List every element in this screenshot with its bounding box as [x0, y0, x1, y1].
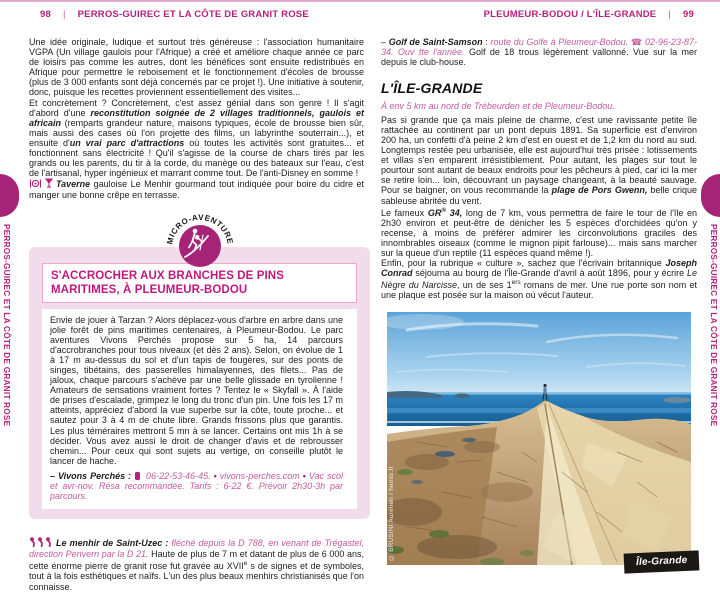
- restaurant-icon: [29, 179, 42, 190]
- left-running-title: PERROS-GUIREC ET LA CÔTE DE GRANIT ROSE: [77, 9, 309, 20]
- header-divider: |: [668, 9, 672, 20]
- taverne-text: Taverne gauloise Le Menhir gourmand tout indiquée pour boire du cidre et manger une bonne crêpe en terrasse.: [29, 179, 364, 201]
- menhir-text: Le menhir de Saint-Uzec : fléché depuis la D 788, en venant de Trégastel, direction Penvern par la D 21. Haute de plus de 7 m et datant de plus de 6 000 ans, cette énorme pierre de granit rose fut gravée au XVIIe s de signes et de symboles, tout à la fois esthétiques et naïfs. L'un des plus beaux menhirs christianisés que l'on connaisse.: [29, 538, 364, 592]
- header-divider: |: [62, 9, 66, 20]
- bar-glass-icon: [45, 178, 53, 190]
- chapter-spine-title-right: PERROS-GUIREC ET LA CÔTE DE GRANIT ROSE: [709, 224, 718, 427]
- right-page-column: [381, 37, 698, 569]
- ile-grande-paragraph-2: Le fameux GR® 34, long de 7 km, vous permettra de faire le tour de l'île en 2h30 environ et peut-être de dénicher les 5 espèces d'orchidées qu'on y recense, à moins de préférer admirer les circonvolutions graciles des innombrables oiseaux (comme le mignon pipit farlouse)... mais sans marcher sur la queue d'un reptile (11 espèces quand même !).: [381, 206, 697, 258]
- golf-paragraph: – Golf de Saint-Samson : route du Golfe à Pleumeur-Bodou. ☎ 02-96-23-87-34. Ouv tte l'année. Golf de 18 trous légèrement vallonné. Vue sur la mer depuis le club-house.: [381, 37, 697, 68]
- micro-aventure-emblem: [140, 203, 260, 267]
- feature-box-contact: – Vivons Perchés : 06-22-53-46-45. • vivons-perches.com • Vac scol et avr-nov. Résa recommandée. Tarifs : 6-22 €. Prévoir 2h30-3h par parcours.: [50, 470, 343, 502]
- feature-box-title: S'ACCROCHER AUX BRANCHES DE PINS MARITIMES, À PLEUMEUR-BODOU: [42, 263, 357, 303]
- coastal-landscape-illustration: [387, 312, 691, 565]
- ile-grande-paragraph-3: Enfin, pour la rubrique « culture », sachez que l'écrivain britannique Joseph Conrad séjourna au bourg de l'Île-Grande d'avril à août 1896, pour y écrire Le Nègre du Narcisse, un de ses 1ers romans de mer. Une rue porte son nom et une plaque est posée sur la maison où vécut l'auteur.: [381, 258, 698, 301]
- location-line: À env 5 km au nord de Trébeurden et de Pleumeur-Bodou.: [381, 101, 615, 112]
- feature-box-body: Envie de jouer à Tarzan ? Alors déplacez-vous d'arbre en arbre dans une jolie forêt de pins maritimes centenaires, à Pleumeur-Bodou. Le parc aventures Vivons Perchés propose sur 5 ha, 14 parcours d'accrobranches pour tous niveaux (et dès 2 ans). Selon, on évolue de 1 à 17 m au-dessus du sol et d'un tapis de fougères, sur des ponts de singes, tibétains, des passerelles himalayennes, des filets... Pas de jaloux, chaque parcours s'achève par une belle glissade en tyrolienne ! Amateurs de sensations vraiment fortes ? Tentez le « Skyfall ». À l'aide de prises d'escalade, grimpez le long du tronc d'un pin. Une fois les 17 m atteints, appréciez d'abord la vue superbe sur la côte, toute proche... et sautez pour 3 à 4 m de chute libre. Grands frissons plus que garantis. Les plus téméraires mettront 5 mn à se lancer. Certains ont mis 1h à se décider. Vous avez aussi le droit de changer d'avis et de rebrousser chemin... Pour ceux qui sont sujets au vertige, on conseille plutôt le lancer de hache.: [50, 314, 343, 466]
- page-header: [0, 9, 720, 25]
- section-title: L'ÎLE-GRANDE: [381, 80, 483, 97]
- photo-credit: © BRUSINI Aurélien / hemis.fr: [388, 466, 395, 562]
- mobile-phone-icon: [135, 472, 140, 480]
- chapter-spine-title-left: PERROS-GUIREC ET LA CÔTE DE GRANIT ROSE: [2, 224, 11, 427]
- left-page-number: 98: [40, 9, 51, 20]
- top-rule: [0, 0, 720, 2]
- left-page-column: [29, 37, 370, 592]
- feature-box-panel: [42, 309, 357, 510]
- right-running-title: PLEUMEUR-BODOU / L'ÎLE-GRANDE: [483, 9, 657, 20]
- photo-caption: Île-Grande: [623, 551, 699, 574]
- ile-grande-paragraph-1: Pas si grande que ça mais pleine de charme, c'est une ravissante petite île rattachée au continent par un pont depuis 1891. Sa superficie est d'environ 200 ha, un confetti d'à peine 2 km d'est en ouest et de 1,2 km du nord au sud. Longtemps restée peu urbanisée, elle est aujourd'hui très prisée : lotissements et villas s'en emparent irrésistiblement. Pour autant, les plages sur tout le pourtour sont autant de beaux endroits pour les pêcheurs à pied, car ici la mer se retire loin... loin, découvrant un paysage changeant, à la beauté sauvage. Pour se baigner, on vous recommande la plage de Pors Gwenn, belle crique sableuse abritée du vent.: [381, 114, 697, 206]
- header-left: [40, 9, 309, 20]
- ile-grande-photo: [387, 312, 691, 569]
- chapter-thumb-tab-left: [0, 174, 19, 217]
- micro-aventure-label: MICRO-AVENTURE: [164, 212, 235, 245]
- micro-aventure-feature-box: [29, 247, 370, 520]
- menhir-paragraph: [29, 537, 364, 591]
- intro-paragraph-1: Une idée originale, ludique et surtout très généreuse : l'association humanitaire VGPA (Un village gaulois pour l'Afrique) a créé et améliore chaque année ce parc de loisirs pas comme les autres, dont les bénéfices sont ensuite redistribués en Afrique pour permettre le reboisement et le fonctionnement d'écoles de brousse (plus de 3 000 enfants sont déjà concernés par ce projet !). Une initiative à soutenir, donc, puisque les recettes proviennent essentiellement des visites...: [29, 37, 364, 98]
- taverne-paragraph: [29, 178, 364, 200]
- routard-rating-icon: [29, 537, 53, 549]
- header-right: [484, 9, 694, 20]
- chapter-thumb-tab-right: [701, 174, 720, 217]
- micro-aventure-badge: [29, 203, 370, 265]
- intro-paragraph-2: Et concrètement ? Concrètement, c'est assez génial dans son genre ! Il s'agit d'abord d'une reconstitution soignée de 2 villages traditionnels, gaulois et africain (remparts grandeur nature, maisons typiques, école de brousse bien sûr, mais aussi des cases où l'on projette des films, un labyrinthe souterrain...), et ensuite d'un vrai parc d'attractions où toutes les activités sont gratuites... et fonctionnent sans électricité ! Qu'il s'agisse de la course de chars tirés par les grands ou les parents, du tir à la corde, du manège ou des bateaux sur l'eau, c'est de l'artisanal, hyper ingénieux et marrant comme tout. De l'anti-Disney en somme !: [29, 97, 364, 179]
- right-page-number: 99: [683, 9, 694, 20]
